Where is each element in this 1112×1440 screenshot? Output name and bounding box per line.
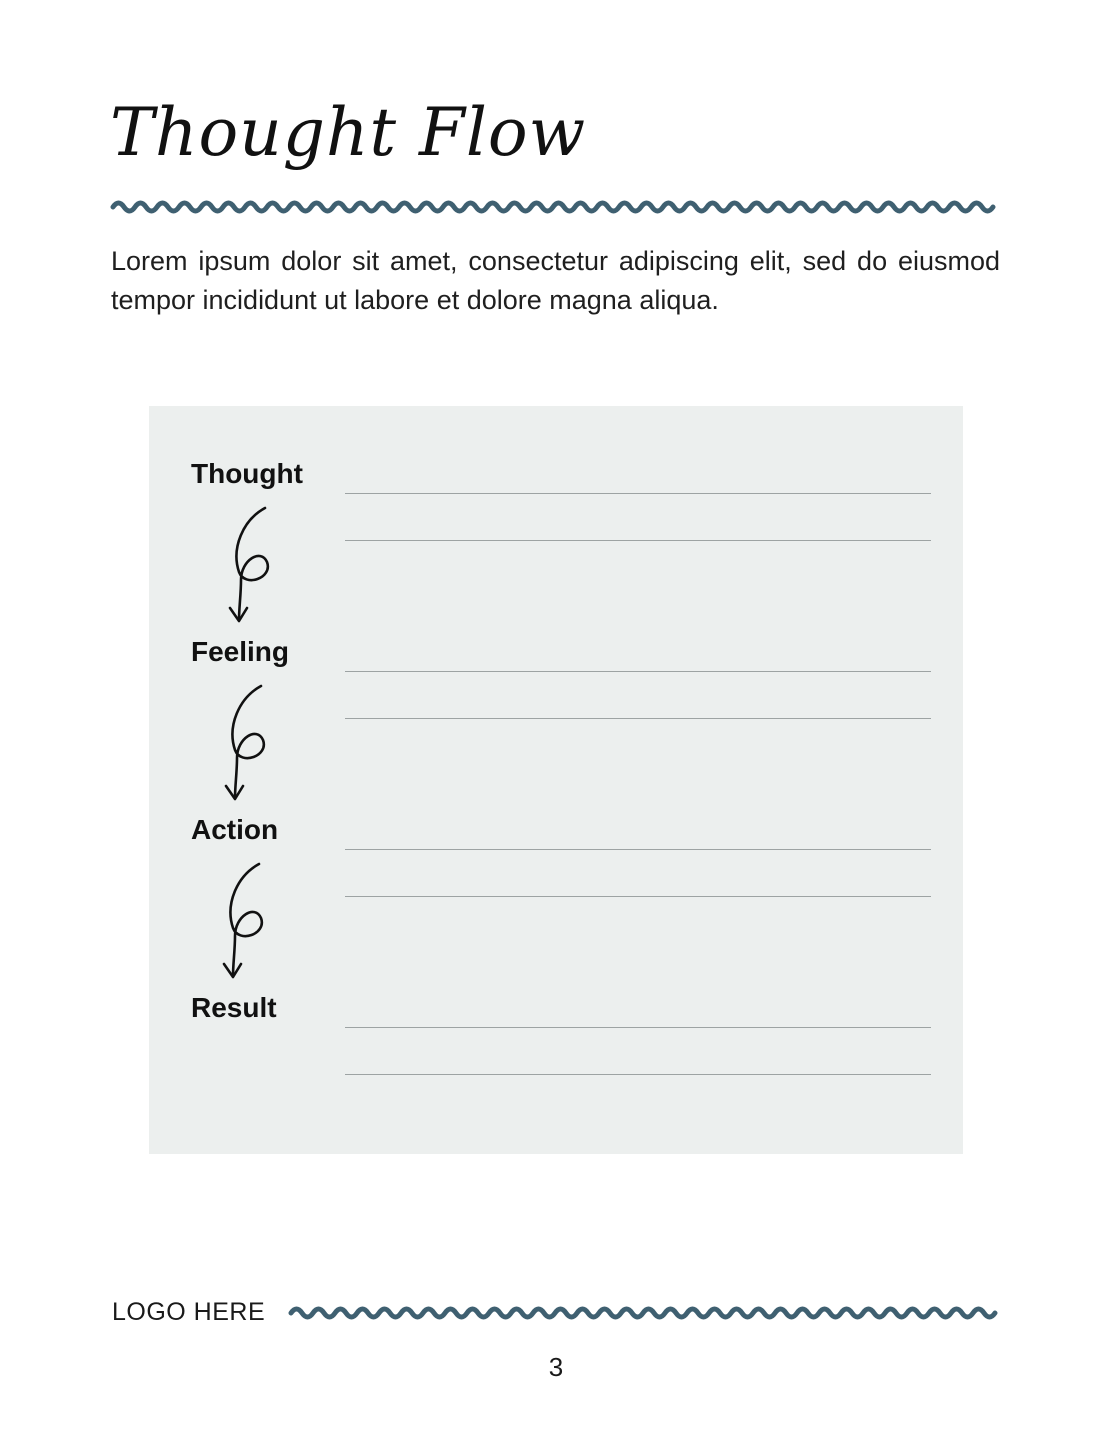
page-number: 3 (548, 1352, 564, 1382)
intro-paragraph: Lorem ipsum dolor sit amet, consectetur adipiscing elit, sed do eiusmod tempor incididunt ut labore et dolore magna aliqua. (111, 246, 1000, 315)
wavy-divider-top (110, 196, 1000, 218)
writing-line[interactable] (345, 493, 931, 494)
step-label-feeling: Feeling (191, 636, 290, 667)
writing-line[interactable] (345, 671, 931, 672)
page-title: Thought Flow (110, 94, 587, 171)
step-label-action: Action (191, 814, 279, 845)
writing-line[interactable] (345, 849, 931, 850)
curly-down-arrow-icon (215, 860, 275, 980)
footer-logo-placeholder: LOGO HERE (112, 1298, 266, 1326)
thought-flow-panel (149, 406, 963, 1154)
step-label-result: Result (191, 992, 277, 1023)
writing-line[interactable] (345, 718, 931, 719)
writing-line[interactable] (345, 1074, 931, 1075)
wavy-divider-bottom (288, 1302, 1000, 1324)
step-label-thought: Thought (191, 458, 303, 489)
writing-line[interactable] (345, 896, 931, 897)
writing-line[interactable] (345, 1027, 931, 1028)
curly-down-arrow-icon (221, 504, 281, 624)
curly-down-arrow-icon (217, 682, 277, 802)
writing-line[interactable] (345, 540, 931, 541)
